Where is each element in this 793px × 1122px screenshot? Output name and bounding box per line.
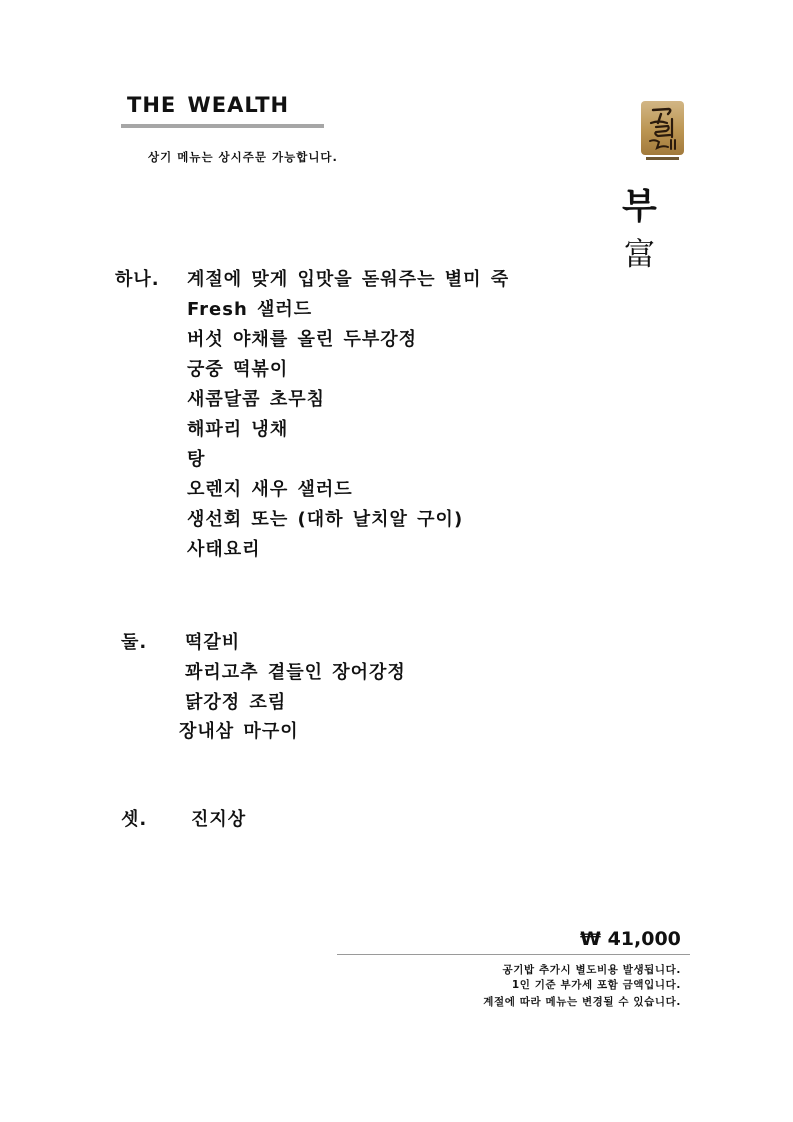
menu-item: 떡갈비: [185, 632, 241, 653]
course-label-first: 하나.: [115, 269, 160, 290]
price-divider: [337, 954, 690, 955]
course-name-hanja: 富: [624, 237, 655, 273]
menu-item: 궁중 떡볶이: [187, 359, 289, 380]
menu-item: 새콤달콤 초무침: [187, 389, 325, 410]
menu-item: 버섯 야채를 올린 두부강정: [187, 329, 418, 350]
logo-base: [646, 157, 679, 160]
menu-item: 장내삼 마구이: [179, 721, 299, 742]
menu-item: 진지상: [191, 809, 247, 830]
menu-item: Fresh 샐러드: [187, 299, 313, 320]
menu-item: 꽈리고추 곁들인 장어강정: [185, 662, 406, 683]
menu-item: 계절에 맞게 입맛을 돋워주는 별미 죽: [187, 269, 510, 290]
menu-item: 생선회 또는 (대하 날치알 구이): [187, 509, 464, 530]
menu-item: 해파리 냉채: [187, 419, 289, 440]
menu-item: 오렌지 새우 샐러드: [187, 479, 353, 500]
footer-note: 공기밥 추가시 별도비용 발생됩니다.: [502, 964, 681, 976]
course-price: ₩ 41,000: [580, 928, 681, 950]
course-label-second: 둘.: [121, 632, 148, 653]
menu-item: 닭강정 조림: [185, 692, 287, 713]
footer-note: 1인 기준 부가세 포함 금액입니다.: [511, 979, 681, 991]
title-underline: [121, 124, 324, 128]
course-label-third: 셋.: [121, 809, 148, 830]
menu-title: THE WEALTH: [127, 93, 290, 117]
menu-item: 탕: [187, 449, 206, 470]
menu-item: 사태요리: [187, 539, 261, 560]
availability-notice: 상기 메뉴는 상시주문 가능합니다.: [148, 150, 338, 164]
course-name-hangul: 부: [622, 186, 657, 227]
restaurant-logo: [641, 101, 684, 155]
calligraphy-logo-icon: [641, 101, 684, 155]
footer-note: 계절에 따라 메뉴는 변경될 수 있습니다.: [483, 996, 681, 1008]
